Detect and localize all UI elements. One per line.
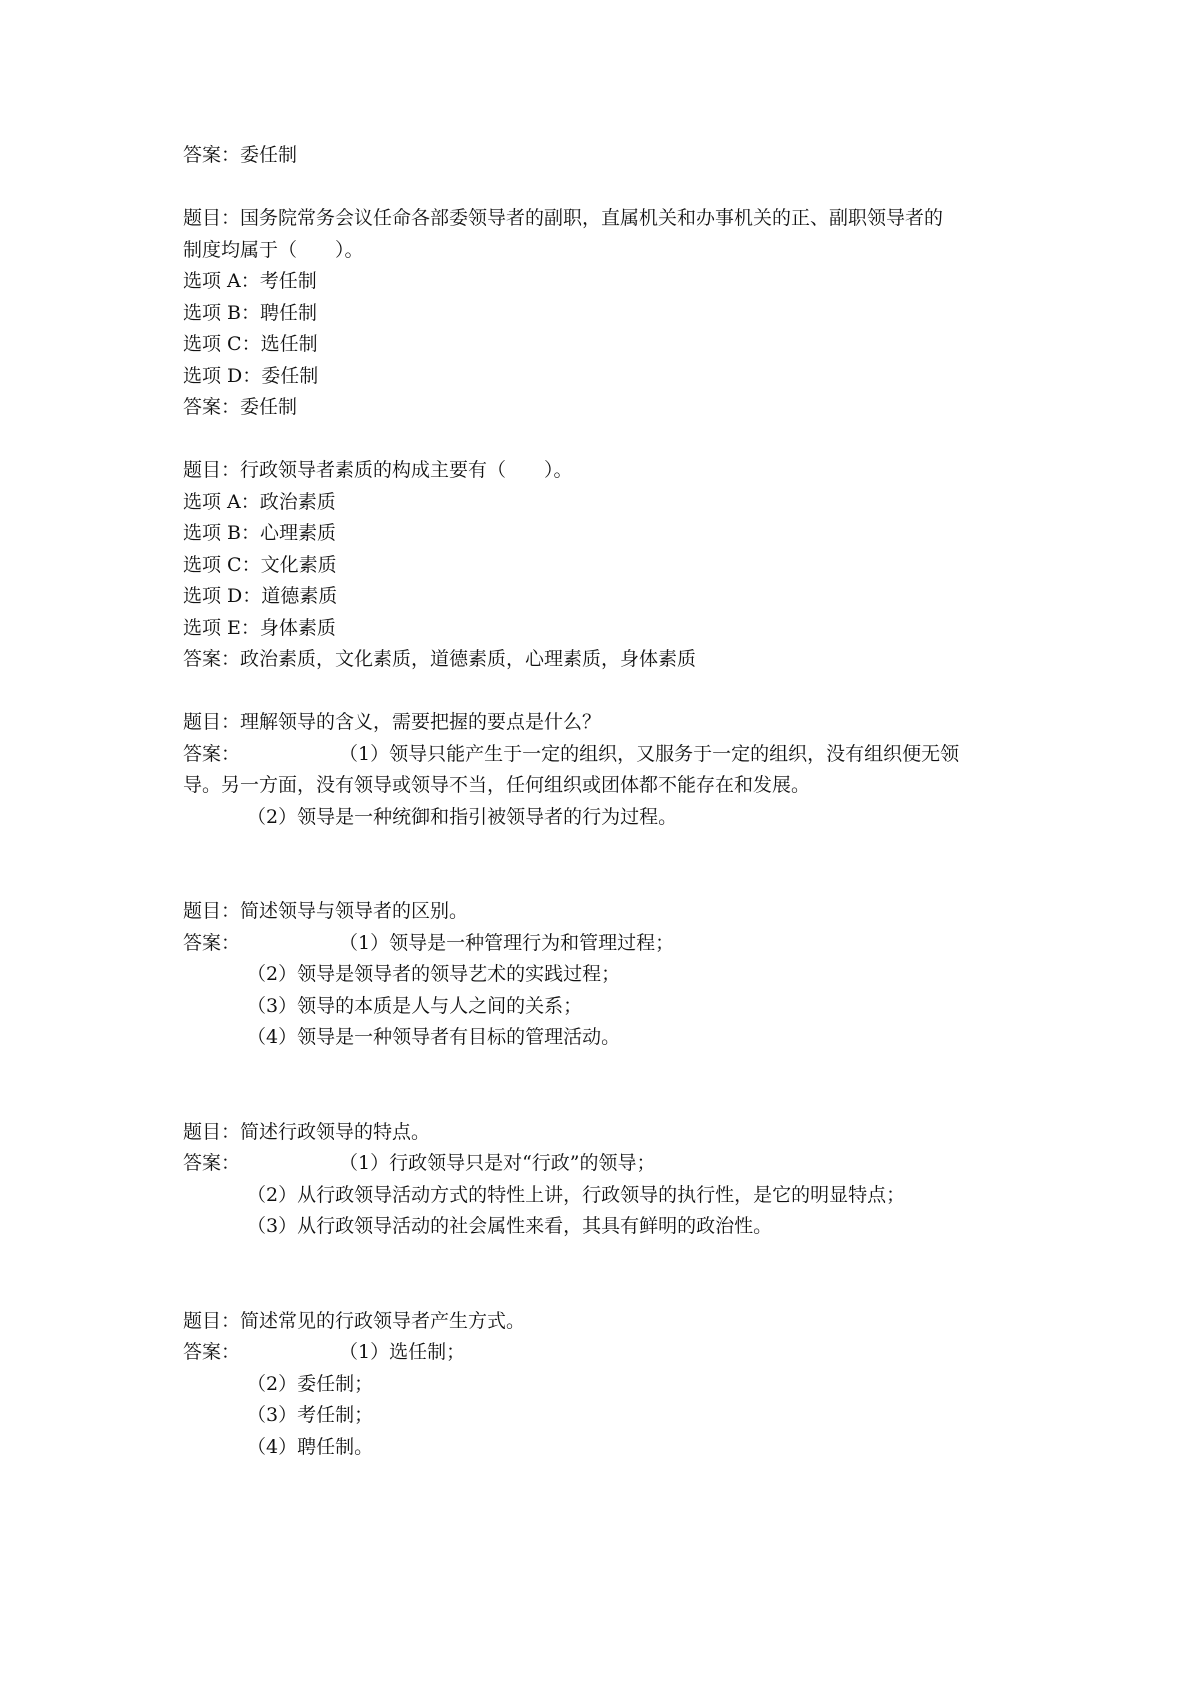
answer-cont: 导。另一方面，没有领导或领导不当，任何组织或团体都不能存在和发展。 <box>183 774 811 796</box>
answer-point: （2）从行政领导活动方式的特性上讲，行政领导的执行性，是它的明显特点； <box>247 1183 906 1206</box>
answer-label: 答案： <box>183 742 241 765</box>
answer-point: （4）领导是一种领导者有目标的管理活动。 <box>247 1026 621 1048</box>
question-title-cont: 制度均属于（ ）。 <box>183 238 364 261</box>
answer-point: （1）行政领导只是对“行政”的领导； <box>339 1152 656 1174</box>
question-title: 题目：理解领导的含义，需要把握的要点是什么？ <box>183 711 602 733</box>
question-title: 题目：行政领导者素质的构成主要有（ ）。 <box>183 459 573 481</box>
option-d: 选项 D：道德素质 <box>183 585 338 607</box>
option-d: 选项 D：委任制 <box>183 364 319 387</box>
option-e: 选项 E：身体素质 <box>183 616 336 639</box>
question-title: 题目：简述行政领导的特点。 <box>183 1120 431 1143</box>
question-block-6 <box>183 1306 1043 1464</box>
answer-point: （4）聘任制。 <box>247 1435 374 1458</box>
answer-point: （1）领导是一种管理行为和管理过程； <box>339 931 675 954</box>
question-block-1 <box>183 203 1043 424</box>
question-block-3 <box>183 707 1043 833</box>
answer-line: 答案：委任制 <box>183 396 298 418</box>
answer-line <box>183 928 1043 960</box>
question-block-5 <box>183 1117 1043 1243</box>
question-title: 题目：国务院常务会议任命各部委领导者的副职，直属机关和办事机关的正、副职领导者的 <box>183 207 944 229</box>
option-c: 选项 C：选任制 <box>183 333 318 355</box>
answer-point: （3）领导的本质是人与人之间的关系； <box>247 994 583 1017</box>
option-b: 选项 B：心理素质 <box>183 522 337 544</box>
option-b: 选项 B：聘任制 <box>183 301 318 324</box>
answer-point: （2）委任制； <box>247 1372 374 1395</box>
answer-point: （3）从行政领导活动的社会属性来看，其具有鲜明的政治性。 <box>247 1215 773 1237</box>
answer-line <box>183 1337 1043 1369</box>
answer-point: （1）选任制； <box>339 1341 466 1363</box>
answer-point: （1）领导只能产生于一定的组织，又服务于一定的组织，没有组织便无领 <box>339 742 960 765</box>
question-block-4 <box>183 896 1043 1054</box>
answer-point: （2）领导是一种统御和指引被领导者的行为过程。 <box>247 805 678 828</box>
question-title: 题目：简述常见的行政领导者产生方式。 <box>183 1309 526 1332</box>
answer-line <box>183 1148 1043 1180</box>
document-page <box>183 140 1043 1463</box>
option-a: 选项 A：考任制 <box>183 270 317 292</box>
option-c: 选项 C：文化素质 <box>183 553 337 576</box>
answer-line <box>183 739 1043 771</box>
answer-point: （3）考任制； <box>247 1404 374 1426</box>
option-a: 选项 A：政治素质 <box>183 490 336 513</box>
answer-label: 答案： <box>183 1341 241 1363</box>
question-title: 题目：简述领导与领导者的区别。 <box>183 900 469 922</box>
answer-label: 答案： <box>183 931 241 954</box>
answer-line: 答案：委任制 <box>183 144 298 166</box>
question-block-2 <box>183 455 1043 676</box>
answer-label: 答案： <box>183 1152 241 1174</box>
answer-line: 答案：政治素质，文化素质，道德素质，心理素质，身体素质 <box>183 648 697 670</box>
answer-point: （2）领导是领导者的领导艺术的实践过程； <box>247 963 621 985</box>
